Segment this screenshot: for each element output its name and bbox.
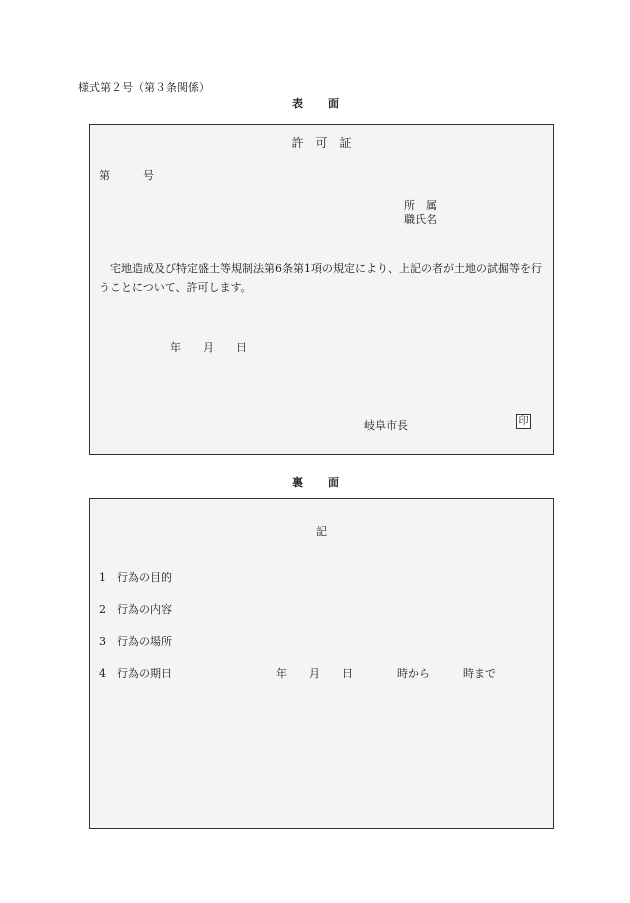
record-label: 記	[316, 525, 327, 538]
item-label: 行為の期日	[117, 667, 172, 680]
item-number: 1	[99, 571, 106, 584]
list-item	[99, 569, 172, 585]
back-side-title: 裏 面	[292, 476, 340, 489]
permit-card-back	[89, 498, 554, 829]
activity-period: 年 月 日 時から 時まで	[276, 667, 496, 680]
name-title-label: 職氏名	[404, 213, 437, 226]
issuer-name: 岐阜市長	[364, 419, 408, 432]
item-number: 3	[99, 635, 106, 648]
permit-number: 第 号	[99, 169, 154, 182]
affiliation-label: 所 属	[404, 199, 437, 212]
permit-card-front	[89, 124, 554, 455]
form-number: 様式第２号（第３条関係）	[78, 81, 210, 94]
item-label: 行為の場所	[117, 635, 172, 648]
permit-body-text: 宅地造成及び特定盛土等規制法第6条第1項の規定により、上記の者が土地の試掘等を行うことについて、許可します。	[99, 262, 542, 294]
issue-date: 年 月 日	[170, 341, 247, 354]
list-item	[99, 633, 172, 649]
front-side-title: 表 面	[292, 97, 340, 110]
item-number: 2	[99, 603, 106, 616]
list-item	[99, 665, 172, 681]
seal-stamp: 印	[516, 414, 531, 429]
item-number: 4	[99, 667, 106, 680]
item-label: 行為の内容	[117, 603, 172, 616]
permit-title: 許 可 証	[291, 136, 352, 150]
list-item	[99, 601, 172, 617]
item-label: 行為の目的	[117, 571, 172, 584]
